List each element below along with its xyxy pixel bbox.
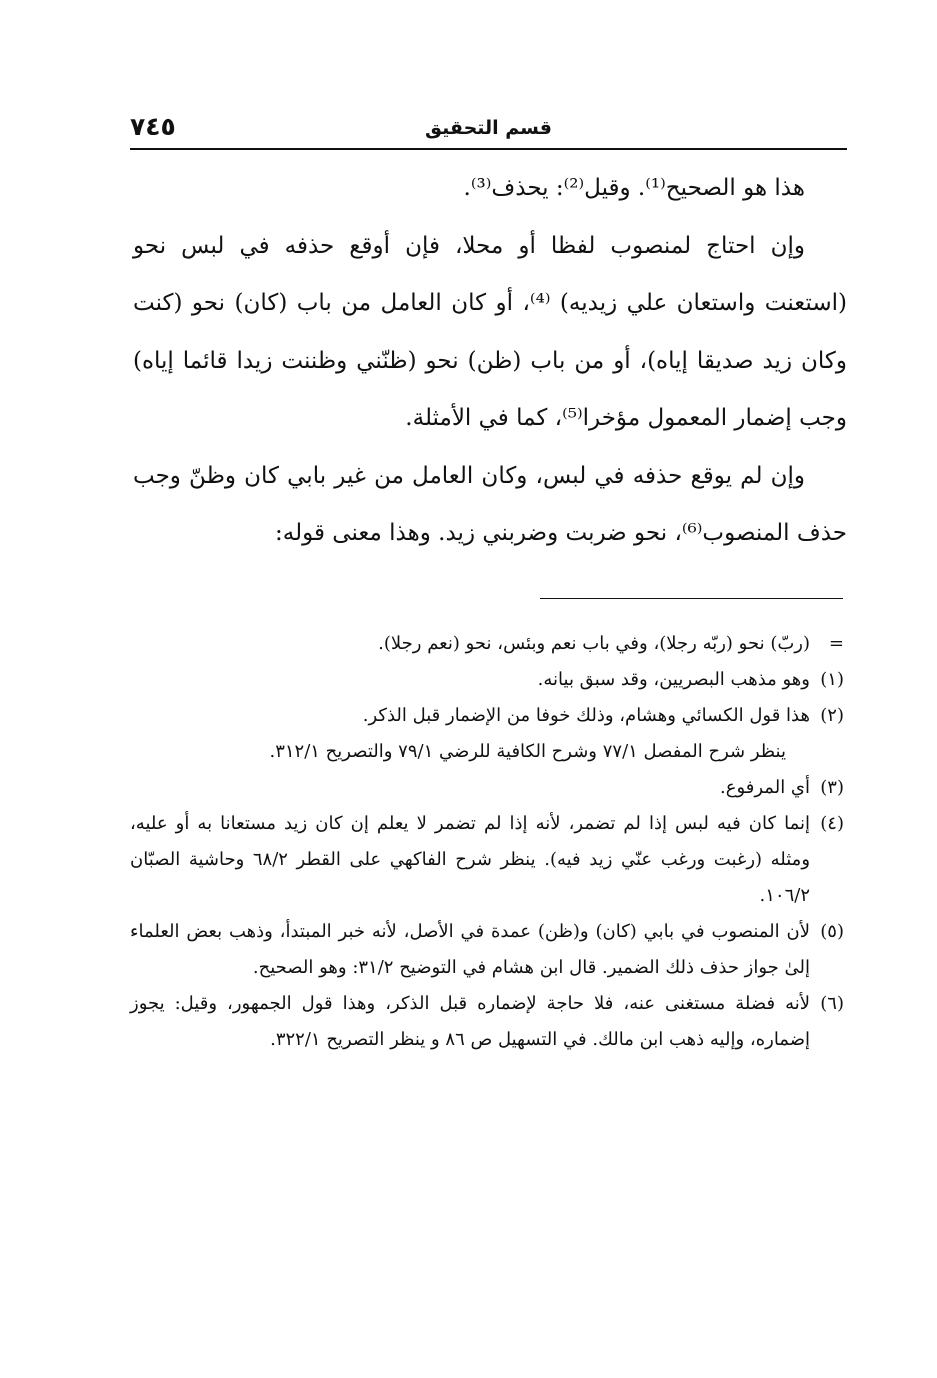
footnote-separator: [540, 598, 843, 599]
footnote-2-reference: ينظر شرح المفصل ٧٧/١ وشرح الكافية للرضي ٧٩/١ والتصريح ٣١٢/١.: [269, 741, 786, 762]
footnote-3: [130, 770, 844, 806]
paragraph-3: وإن لم يوقع حذفه في لبس، وكان العامل من غير بابي كان وظنّ وجب حذف المنصوب⁽⁶⁾، نحو ضربت وضربني زيد. وهذا معنى قوله:: [133, 462, 847, 546]
footnote-text: لأن المنصوب في بابي (كان) و(ظن) عمدة في الأصل، لأنه خبر المبتدأ، وذهب بعض العلماء إلىٰ جواز حذف ذلك الضمير. قال ابن هشام في التوضيح ٣١/٢: وهو الصحيح.: [130, 921, 810, 978]
footnote-text: أي المرفوع.: [720, 777, 810, 798]
footnote-1: [130, 662, 844, 698]
footnotes: [130, 626, 844, 1058]
footnote-6: [130, 986, 844, 1058]
footnote-number: (١): [820, 669, 844, 690]
footnote-text: وهو مذهب البصريين، وقد سبق بيانه.: [537, 669, 810, 690]
footnote-number: (٢): [820, 705, 844, 726]
main-text: [133, 160, 847, 563]
footnote-number: (٤): [820, 813, 844, 834]
footnote-continuation-mark: =: [828, 633, 844, 654]
footnote-2: [130, 698, 844, 734]
footnote-text: (ربّ) نحو (ربّه رجلا)، وفي باب نعم وبئس، نحو (نعم رجلا).: [378, 633, 810, 654]
footnote-continuation: [130, 626, 844, 662]
paragraph-1: هذا هو الصحيح⁽¹⁾. وقيل⁽²⁾: يحذف⁽³⁾.: [463, 175, 805, 201]
footnote-4: [130, 806, 844, 914]
paragraph-2: وإن احتاج لمنصوب لفظا أو محلا، فإن أوقع حذفه في لبس نحو (استعنت واستعان علي زيديه) ⁽⁴⁾، أو كان العامل من باب (كان) نحو (كنت وكان زيد صديقا إياه)، أو من باب (ظن) نحو (ظنّني وظننت زيدا قائما إياه) وجب إضمار المعمول مؤخرا⁽⁵⁾، كما في الأمثلة.: [133, 232, 847, 431]
page-number: ٧٤٥: [130, 112, 176, 141]
footnote-number: (٦): [820, 993, 844, 1014]
page-header: [130, 112, 847, 150]
footnote-5: [130, 914, 844, 986]
footnote-text: لأنه فضلة مستغنى عنه، فلا حاجة لإضماره قبل الذكر، وهذا قول الجمهور، وقيل: يجوز إضماره، وإليه ذهب ابن مالك. في التسهيل ص ٨٦ و ينظر التصريح ٣٢٢/١.: [130, 993, 810, 1050]
footnote-text: إنما كان فيه لبس إذا لم تضمر، لأنه إذا لم تضمر لا يعلم إن كان زيد مستعانا به أو عليه، ومثله (رغبت ورغب عنّي زيد فيه). ينظر شرح الفاكهي على القطر ٦٨/٢ وحاشية الصبّان ١٠٦/٢.: [130, 813, 811, 906]
footnote-number: (٣): [820, 777, 844, 798]
footnote-text: هذا قول الكسائي وهشام، وذلك خوفا من الإضمار قبل الذكر.: [362, 705, 810, 726]
running-head: قسم التحقيق: [425, 117, 552, 139]
footnote-number: (٥): [820, 921, 844, 942]
